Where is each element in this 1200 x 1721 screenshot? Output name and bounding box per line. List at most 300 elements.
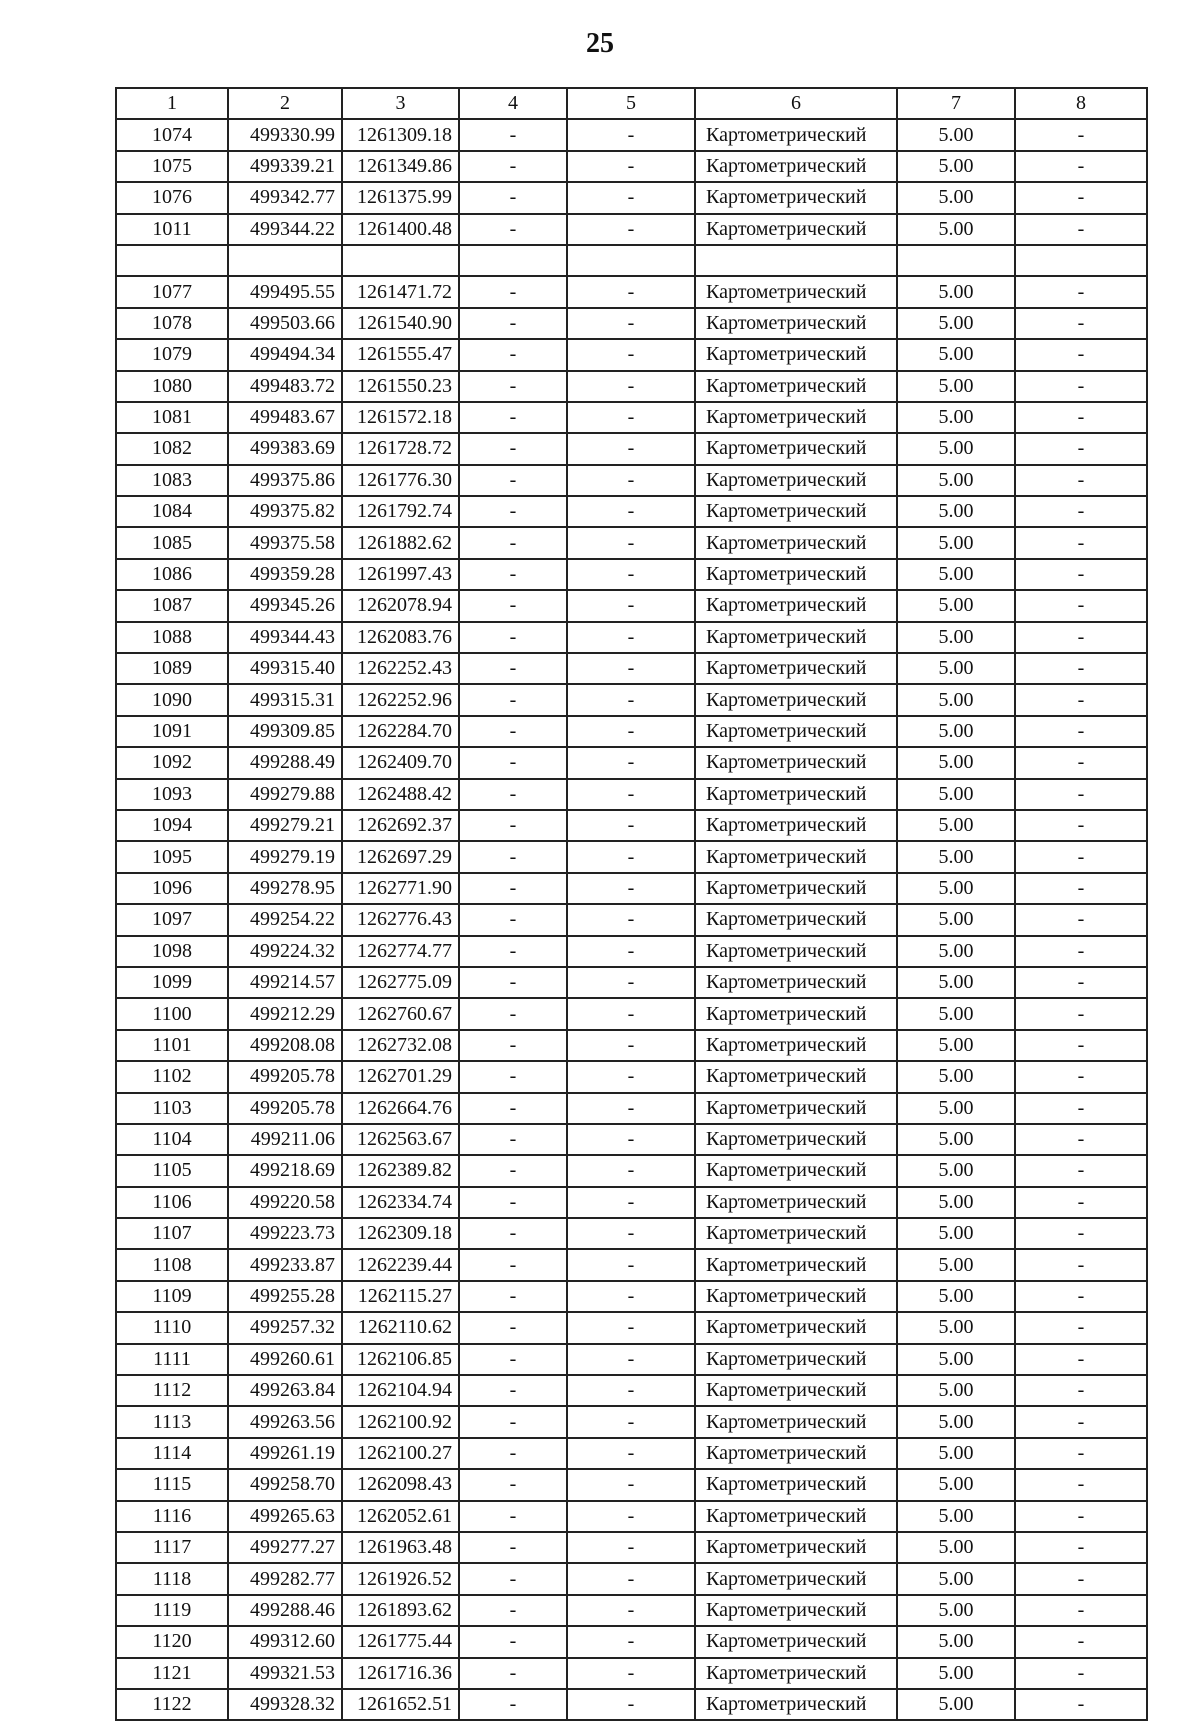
accuracy-cell: 5.00 <box>897 1501 1015 1532</box>
point-number-cell: 1077 <box>116 276 228 307</box>
col4-cell: - <box>459 967 567 998</box>
x-coordinate-cell: 499375.86 <box>228 465 342 496</box>
col4-cell: - <box>459 1658 567 1689</box>
accuracy-cell: 5.00 <box>897 308 1015 339</box>
x-coordinate-cell: 499494.34 <box>228 339 342 370</box>
method-cell: Картометрический <box>695 433 897 464</box>
col4-cell: - <box>459 308 567 339</box>
col5-cell: - <box>567 998 695 1029</box>
method-cell: Картометрический <box>695 119 897 150</box>
col5-cell: - <box>567 622 695 653</box>
col4-cell: - <box>459 1438 567 1469</box>
point-number-cell: 1115 <box>116 1469 228 1500</box>
table-row <box>116 967 1147 998</box>
col8-cell: - <box>1015 465 1147 496</box>
col8-cell: - <box>1015 1375 1147 1406</box>
accuracy-cell: 5.00 <box>897 527 1015 558</box>
method-cell: Картометрический <box>695 1532 897 1563</box>
col8-cell: - <box>1015 1658 1147 1689</box>
y-coordinate-cell: 1261471.72 <box>342 276 459 307</box>
point-number-cell: 1122 <box>116 1689 228 1720</box>
col5-cell: - <box>567 936 695 967</box>
point-number-cell: 1091 <box>116 716 228 747</box>
method-cell: Картометрический <box>695 653 897 684</box>
y-coordinate-cell: 1262771.90 <box>342 873 459 904</box>
col4-cell: - <box>459 747 567 778</box>
accuracy-cell: 5.00 <box>897 339 1015 370</box>
col4-cell: - <box>459 433 567 464</box>
table-row <box>116 1093 1147 1124</box>
accuracy-cell: 5.00 <box>897 151 1015 182</box>
col8-cell: - <box>1015 433 1147 464</box>
x-coordinate-cell: 499345.26 <box>228 590 342 621</box>
x-coordinate-cell: 499211.06 <box>228 1124 342 1155</box>
table-row <box>116 684 1147 715</box>
y-coordinate-cell: 1261375.99 <box>342 182 459 213</box>
accuracy-cell: 5.00 <box>897 465 1015 496</box>
x-coordinate-cell: 499503.66 <box>228 308 342 339</box>
column-header: 4 <box>459 88 567 119</box>
table-row <box>116 1626 1147 1657</box>
col5-cell: - <box>567 559 695 590</box>
point-number-cell: 1120 <box>116 1626 228 1657</box>
y-coordinate-cell: 1261728.72 <box>342 433 459 464</box>
table-row <box>116 402 1147 433</box>
accuracy-cell: 5.00 <box>897 119 1015 150</box>
table-row <box>116 371 1147 402</box>
col8-cell: - <box>1015 1281 1147 1312</box>
table-row <box>116 1312 1147 1343</box>
point-number-cell: 1114 <box>116 1438 228 1469</box>
accuracy-cell: 5.00 <box>897 1658 1015 1689</box>
y-coordinate-cell: 1262409.70 <box>342 747 459 778</box>
table-row <box>116 653 1147 684</box>
col4-cell: - <box>459 214 567 245</box>
col8-cell: - <box>1015 214 1147 245</box>
col8-cell: - <box>1015 873 1147 904</box>
x-coordinate-cell: 499288.49 <box>228 747 342 778</box>
method-cell: Картометрический <box>695 716 897 747</box>
y-coordinate-cell: 1262697.29 <box>342 841 459 872</box>
col5-cell: - <box>567 119 695 150</box>
method-cell: Картометрический <box>695 1626 897 1657</box>
y-coordinate-cell: 1261309.18 <box>342 119 459 150</box>
x-coordinate-cell: 499328.32 <box>228 1689 342 1720</box>
col8-cell: - <box>1015 653 1147 684</box>
table-row <box>116 936 1147 967</box>
x-coordinate-cell: 499261.19 <box>228 1438 342 1469</box>
x-coordinate-cell: 499375.58 <box>228 527 342 558</box>
accuracy-cell: 5.00 <box>897 1124 1015 1155</box>
method-cell: Картометрический <box>695 1595 897 1626</box>
accuracy-cell: 5.00 <box>897 998 1015 1029</box>
y-coordinate-cell: 1262309.18 <box>342 1218 459 1249</box>
table-row <box>116 1030 1147 1061</box>
col8-cell: - <box>1015 904 1147 935</box>
point-number-cell: 1112 <box>116 1375 228 1406</box>
table-row <box>116 1595 1147 1626</box>
col5-cell: - <box>567 308 695 339</box>
column-header: 7 <box>897 88 1015 119</box>
table-row <box>116 873 1147 904</box>
table-row <box>116 622 1147 653</box>
table-row <box>116 308 1147 339</box>
col4-cell: - <box>459 1030 567 1061</box>
col4-cell: - <box>459 371 567 402</box>
accuracy-cell: 5.00 <box>897 496 1015 527</box>
col4-cell: - <box>459 810 567 841</box>
table-row <box>116 1438 1147 1469</box>
col8-cell: - <box>1015 1312 1147 1343</box>
x-coordinate-cell: 499375.82 <box>228 496 342 527</box>
col8-cell: - <box>1015 371 1147 402</box>
col8-cell: - <box>1015 276 1147 307</box>
accuracy-cell: 5.00 <box>897 1155 1015 1186</box>
y-coordinate-cell: 1261776.30 <box>342 465 459 496</box>
y-coordinate-cell: 1262488.42 <box>342 779 459 810</box>
x-coordinate-cell: 499483.72 <box>228 371 342 402</box>
x-coordinate-cell: 499212.29 <box>228 998 342 1029</box>
col5-cell: - <box>567 1061 695 1092</box>
table-row <box>116 810 1147 841</box>
col5-cell: - <box>567 1406 695 1437</box>
col4-cell: - <box>459 1563 567 1594</box>
method-cell: Картометрический <box>695 1124 897 1155</box>
accuracy-cell: 5.00 <box>897 433 1015 464</box>
col4-cell: - <box>459 559 567 590</box>
col8-cell: - <box>1015 967 1147 998</box>
method-cell <box>695 245 897 276</box>
col8-cell: - <box>1015 1124 1147 1155</box>
x-coordinate-cell: 499383.69 <box>228 433 342 464</box>
method-cell: Картометрический <box>695 1689 897 1720</box>
method-cell: Картометрический <box>695 841 897 872</box>
accuracy-cell: 5.00 <box>897 1061 1015 1092</box>
col4-cell: - <box>459 1626 567 1657</box>
table-row <box>116 1061 1147 1092</box>
y-coordinate-cell: 1261716.36 <box>342 1658 459 1689</box>
x-coordinate-cell: 499278.95 <box>228 873 342 904</box>
point-number-cell: 1101 <box>116 1030 228 1061</box>
x-coordinate-cell: 499254.22 <box>228 904 342 935</box>
method-cell: Картометрический <box>695 182 897 213</box>
accuracy-cell: 5.00 <box>897 841 1015 872</box>
x-coordinate-cell: 499342.77 <box>228 182 342 213</box>
accuracy-cell: 5.00 <box>897 276 1015 307</box>
x-coordinate-cell: 499224.32 <box>228 936 342 967</box>
method-cell: Картометрический <box>695 622 897 653</box>
y-coordinate-cell: 1262284.70 <box>342 716 459 747</box>
table-header <box>116 88 1147 119</box>
table-row <box>116 496 1147 527</box>
table-row <box>116 1375 1147 1406</box>
table-row <box>116 747 1147 778</box>
coordinates-table <box>115 87 1148 1721</box>
col5-cell: - <box>567 1124 695 1155</box>
col5-cell <box>567 245 695 276</box>
col4-cell: - <box>459 182 567 213</box>
col8-cell: - <box>1015 1501 1147 1532</box>
accuracy-cell: 5.00 <box>897 371 1015 402</box>
method-cell: Картометрический <box>695 151 897 182</box>
y-coordinate-cell: 1262115.27 <box>342 1281 459 1312</box>
point-number-cell: 1086 <box>116 559 228 590</box>
col4-cell: - <box>459 1595 567 1626</box>
table-row <box>116 276 1147 307</box>
method-cell: Картометрический <box>695 936 897 967</box>
col4-cell: - <box>459 339 567 370</box>
method-cell: Картометрический <box>695 1281 897 1312</box>
table-row <box>116 1281 1147 1312</box>
x-coordinate-cell: 499282.77 <box>228 1563 342 1594</box>
table-row <box>116 1501 1147 1532</box>
x-coordinate-cell: 499265.63 <box>228 1501 342 1532</box>
point-number-cell: 1096 <box>116 873 228 904</box>
accuracy-cell: 5.00 <box>897 684 1015 715</box>
point-number-cell: 1116 <box>116 1501 228 1532</box>
accuracy-cell: 5.00 <box>897 1312 1015 1343</box>
col5-cell: - <box>567 904 695 935</box>
point-number-cell: 1076 <box>116 182 228 213</box>
col5-cell: - <box>567 1312 695 1343</box>
col8-cell: - <box>1015 1563 1147 1594</box>
col4-cell: - <box>459 1375 567 1406</box>
table-row <box>116 245 1147 276</box>
accuracy-cell: 5.00 <box>897 1030 1015 1061</box>
col5-cell: - <box>567 276 695 307</box>
col4-cell: - <box>459 1093 567 1124</box>
table-row <box>116 998 1147 1029</box>
col5-cell: - <box>567 590 695 621</box>
table-row <box>116 1658 1147 1689</box>
x-coordinate-cell: 499312.60 <box>228 1626 342 1657</box>
column-header: 6 <box>695 88 897 119</box>
x-coordinate-cell: 499218.69 <box>228 1155 342 1186</box>
method-cell: Картометрический <box>695 1438 897 1469</box>
y-coordinate-cell: 1261882.62 <box>342 527 459 558</box>
col8-cell: - <box>1015 1689 1147 1720</box>
y-coordinate-cell: 1261349.86 <box>342 151 459 182</box>
point-number-cell: 1107 <box>116 1218 228 1249</box>
y-coordinate-cell: 1261997.43 <box>342 559 459 590</box>
method-cell: Картометрический <box>695 1061 897 1092</box>
col4-cell: - <box>459 622 567 653</box>
table-row <box>116 559 1147 590</box>
col5-cell: - <box>567 810 695 841</box>
accuracy-cell: 5.00 <box>897 214 1015 245</box>
col5-cell: - <box>567 1249 695 1280</box>
accuracy-cell: 5.00 <box>897 1406 1015 1437</box>
col8-cell: - <box>1015 1626 1147 1657</box>
point-number-cell: 1103 <box>116 1093 228 1124</box>
col5-cell: - <box>567 653 695 684</box>
col5-cell: - <box>567 496 695 527</box>
col4-cell: - <box>459 1344 567 1375</box>
point-number-cell: 1088 <box>116 622 228 653</box>
table-row <box>116 151 1147 182</box>
col4-cell: - <box>459 527 567 558</box>
x-coordinate-cell <box>228 245 342 276</box>
method-cell: Картометрический <box>695 1501 897 1532</box>
point-number-cell: 1092 <box>116 747 228 778</box>
col8-cell: - <box>1015 182 1147 213</box>
x-coordinate-cell: 499279.19 <box>228 841 342 872</box>
method-cell: Картометрический <box>695 339 897 370</box>
column-header: 5 <box>567 88 695 119</box>
accuracy-cell: 5.00 <box>897 1469 1015 1500</box>
y-coordinate-cell: 1262701.29 <box>342 1061 459 1092</box>
table-row <box>116 904 1147 935</box>
accuracy-cell: 5.00 <box>897 1344 1015 1375</box>
accuracy-cell: 5.00 <box>897 1626 1015 1657</box>
x-coordinate-cell: 499321.53 <box>228 1658 342 1689</box>
y-coordinate-cell: 1262083.76 <box>342 622 459 653</box>
accuracy-cell: 5.00 <box>897 779 1015 810</box>
point-number-cell: 1094 <box>116 810 228 841</box>
x-coordinate-cell: 499344.43 <box>228 622 342 653</box>
col8-cell: - <box>1015 496 1147 527</box>
table-row <box>116 590 1147 621</box>
col4-cell: - <box>459 1124 567 1155</box>
method-cell: Картометрический <box>695 1375 897 1406</box>
col4-cell: - <box>459 873 567 904</box>
y-coordinate-cell: 1261652.51 <box>342 1689 459 1720</box>
col4-cell: - <box>459 1312 567 1343</box>
point-number-cell: 1099 <box>116 967 228 998</box>
method-cell: Картометрический <box>695 308 897 339</box>
method-cell: Картометрический <box>695 559 897 590</box>
y-coordinate-cell: 1261963.48 <box>342 1532 459 1563</box>
accuracy-cell: 5.00 <box>897 622 1015 653</box>
x-coordinate-cell: 499263.84 <box>228 1375 342 1406</box>
method-cell: Картометрический <box>695 214 897 245</box>
x-coordinate-cell: 499344.22 <box>228 214 342 245</box>
col5-cell: - <box>567 1093 695 1124</box>
col4-cell: - <box>459 936 567 967</box>
accuracy-cell: 5.00 <box>897 1281 1015 1312</box>
table-row <box>116 182 1147 213</box>
col5-cell: - <box>567 151 695 182</box>
point-number-cell: 1113 <box>116 1406 228 1437</box>
col8-cell: - <box>1015 1595 1147 1626</box>
point-number-cell: 1011 <box>116 214 228 245</box>
col4-cell: - <box>459 1061 567 1092</box>
y-coordinate-cell: 1262732.08 <box>342 1030 459 1061</box>
point-number-cell: 1111 <box>116 1344 228 1375</box>
x-coordinate-cell: 499330.99 <box>228 119 342 150</box>
table-row <box>116 1249 1147 1280</box>
accuracy-cell: 5.00 <box>897 402 1015 433</box>
col8-cell: - <box>1015 402 1147 433</box>
point-number-cell: 1082 <box>116 433 228 464</box>
col4-cell: - <box>459 653 567 684</box>
table-row <box>116 1469 1147 1500</box>
col5-cell: - <box>567 1532 695 1563</box>
col5-cell: - <box>567 747 695 778</box>
table-row <box>116 1124 1147 1155</box>
column-header: 3 <box>342 88 459 119</box>
method-cell: Картометрический <box>695 1658 897 1689</box>
x-coordinate-cell: 499205.78 <box>228 1093 342 1124</box>
table-row <box>116 841 1147 872</box>
col5-cell: - <box>567 1501 695 1532</box>
method-cell: Картометрический <box>695 276 897 307</box>
accuracy-cell: 5.00 <box>897 1218 1015 1249</box>
accuracy-cell: 5.00 <box>897 653 1015 684</box>
table-row <box>116 1344 1147 1375</box>
accuracy-cell: 5.00 <box>897 182 1015 213</box>
point-number-cell: 1121 <box>116 1658 228 1689</box>
col5-cell: - <box>567 1187 695 1218</box>
col8-cell: - <box>1015 622 1147 653</box>
table-row <box>116 1689 1147 1720</box>
method-cell: Картометрический <box>695 371 897 402</box>
table-row <box>116 1155 1147 1186</box>
col4-cell <box>459 245 567 276</box>
table-row <box>116 779 1147 810</box>
point-number-cell: 1104 <box>116 1124 228 1155</box>
accuracy-cell <box>897 245 1015 276</box>
y-coordinate-cell: 1261400.48 <box>342 214 459 245</box>
accuracy-cell: 5.00 <box>897 559 1015 590</box>
col5-cell: - <box>567 433 695 464</box>
accuracy-cell: 5.00 <box>897 967 1015 998</box>
table-row <box>116 1187 1147 1218</box>
y-coordinate-cell: 1262252.43 <box>342 653 459 684</box>
col5-cell: - <box>567 1375 695 1406</box>
col4-cell: - <box>459 590 567 621</box>
col8-cell: - <box>1015 1406 1147 1437</box>
accuracy-cell: 5.00 <box>897 873 1015 904</box>
col4-cell: - <box>459 276 567 307</box>
y-coordinate-cell: 1262100.27 <box>342 1438 459 1469</box>
col4-cell: - <box>459 998 567 1029</box>
y-coordinate-cell: 1262664.76 <box>342 1093 459 1124</box>
method-cell: Картометрический <box>695 1093 897 1124</box>
column-header: 2 <box>228 88 342 119</box>
point-number-cell: 1080 <box>116 371 228 402</box>
y-coordinate-cell: 1262389.82 <box>342 1155 459 1186</box>
col5-cell: - <box>567 371 695 402</box>
y-coordinate-cell: 1262104.94 <box>342 1375 459 1406</box>
col8-cell: - <box>1015 151 1147 182</box>
x-coordinate-cell: 499309.85 <box>228 716 342 747</box>
col5-cell: - <box>567 873 695 904</box>
col8-cell: - <box>1015 1061 1147 1092</box>
col4-cell: - <box>459 496 567 527</box>
col8-cell: - <box>1015 998 1147 1029</box>
col4-cell: - <box>459 684 567 715</box>
x-coordinate-cell: 499208.08 <box>228 1030 342 1061</box>
col8-cell: - <box>1015 1249 1147 1280</box>
point-number-cell: 1108 <box>116 1249 228 1280</box>
col8-cell: - <box>1015 559 1147 590</box>
accuracy-cell: 5.00 <box>897 810 1015 841</box>
method-cell: Картометрический <box>695 496 897 527</box>
col8-cell: - <box>1015 1187 1147 1218</box>
col5-cell: - <box>567 465 695 496</box>
col8-cell: - <box>1015 810 1147 841</box>
accuracy-cell: 5.00 <box>897 1689 1015 1720</box>
col5-cell: - <box>567 214 695 245</box>
table-row <box>116 716 1147 747</box>
col5-cell: - <box>567 684 695 715</box>
col8-cell: - <box>1015 1532 1147 1563</box>
col4-cell: - <box>459 402 567 433</box>
x-coordinate-cell: 499483.67 <box>228 402 342 433</box>
point-number-cell: 1081 <box>116 402 228 433</box>
method-cell: Картометрический <box>695 590 897 621</box>
